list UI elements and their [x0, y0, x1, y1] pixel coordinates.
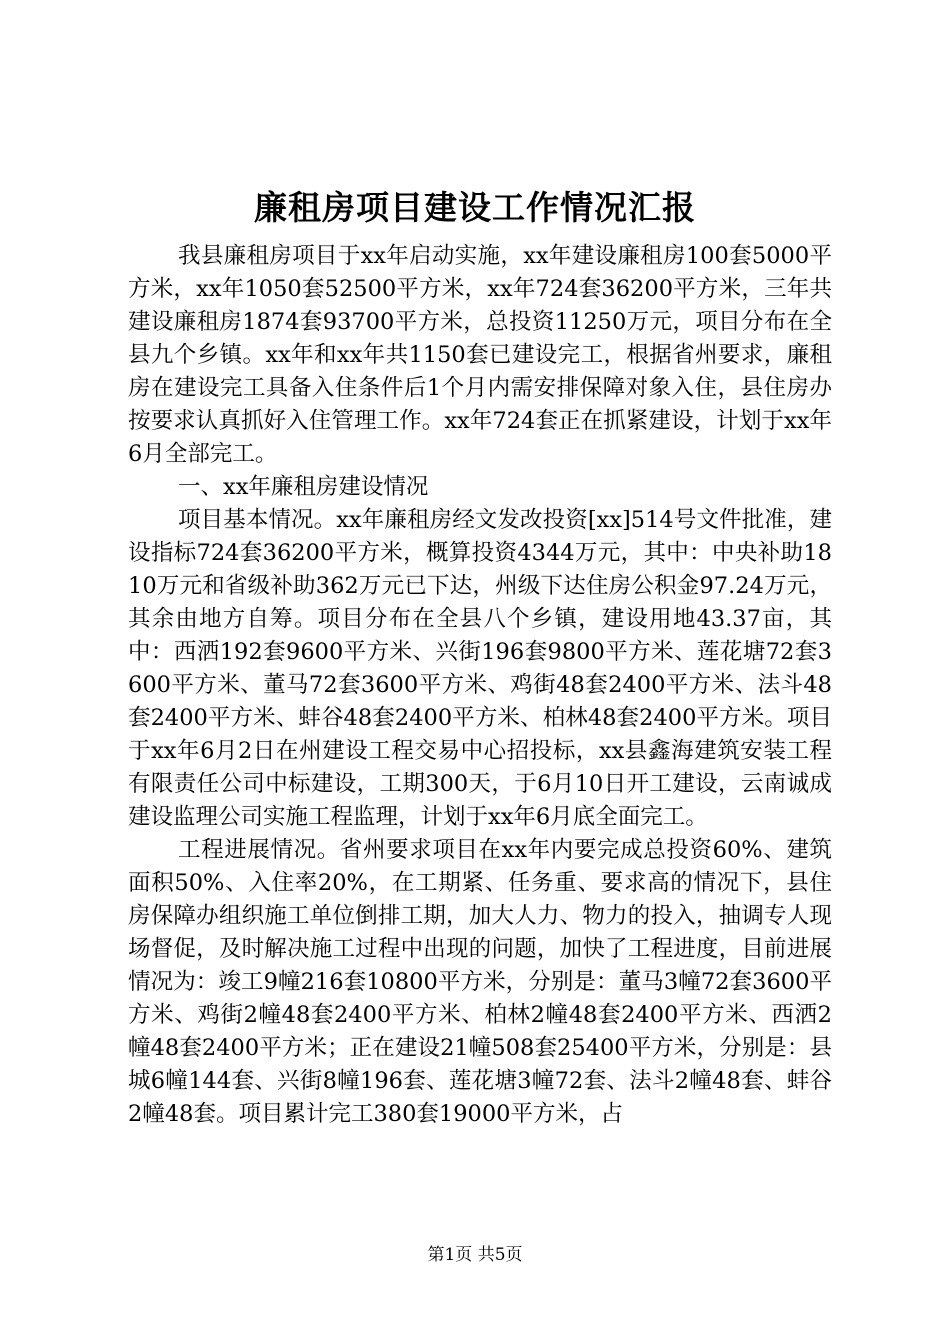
section-heading: 一、xx年廉租房建设情况: [178, 474, 429, 500]
paragraph-project-basics: 项目基本情况。xx年廉租房经文发改投资[xx]514号文件批准，建设指标724套36200平方米，概算投资4344万元，其中：中央补助1810万元和省级补助362万元已下达，州级下达住房公积金97.24万元，其余由地方自筹。项目分布在全县八个乡镇，建设用地43.37亩，其中：西洒192套9600平方米、兴街196套9800平方米、莲花塘72套3600平方米、董马72套3600平方米、鸡街48套2400平方米、法斗48套2400平方米、蚌谷48套2400平方米、柏林48套2400平方米。项目于xx年6月2日在州建设工程交易中心招投标，xx县鑫海建筑安装工程有限责任公司中标建设，工期300天，于6月10日开工建设，云南诚成建设监理公司实施工程监理，计划于xx年6月底全面完工。: [128, 507, 832, 830]
paragraph-intro: 我县廉租房项目于xx年启动实施，xx年建设廉租房100套5000平方米，xx年1050套52500平方米，xx年724套36200平方米，三年共建设廉租房1874套93700平方米，总投资11250万元，项目分布在全县九个乡镇。xx年和xx年共1150套已建设完工，根据省州要求，廉租房在建设完工具备入住条件后1个月内需安排保障对象入住，县住房办按要求认真抓好入住管理工作。xx年724套正在抓紧建设，计划于xx年6月全部完工。: [128, 243, 832, 467]
document-title: 廉租房项目建设工作情况汇报: [254, 188, 696, 227]
paragraph-progress: 工程进展情况。省州要求项目在xx年内要完成总投资60%、建筑面积50%、入住率20%，在工期紧、任务重、要求高的情况下，县住房保障办组织施工单位倒排工期，加大人力、物力的投入，抽调专人现场督促，及时解决施工过程中出现的问题，加快了工程进度，目前进展情况为：竣工9幢216套10800平方米，分别是：董马3幢72套3600平方米、鸡街2幢48套2400平方米、柏林2幢48套2400平方米、西洒2幢48套2400平方米；正在建设21幢508套25400平方米，分别是：县城6幢144套、兴街8幢196套、莲花塘3幢72套、法斗2幢48套、蚌谷2幢48套。项目累计完工380套19000平方米，占: [128, 837, 832, 1127]
page-footer: 第1页 共5页: [427, 1245, 523, 1265]
document-body: [128, 240, 832, 1131]
